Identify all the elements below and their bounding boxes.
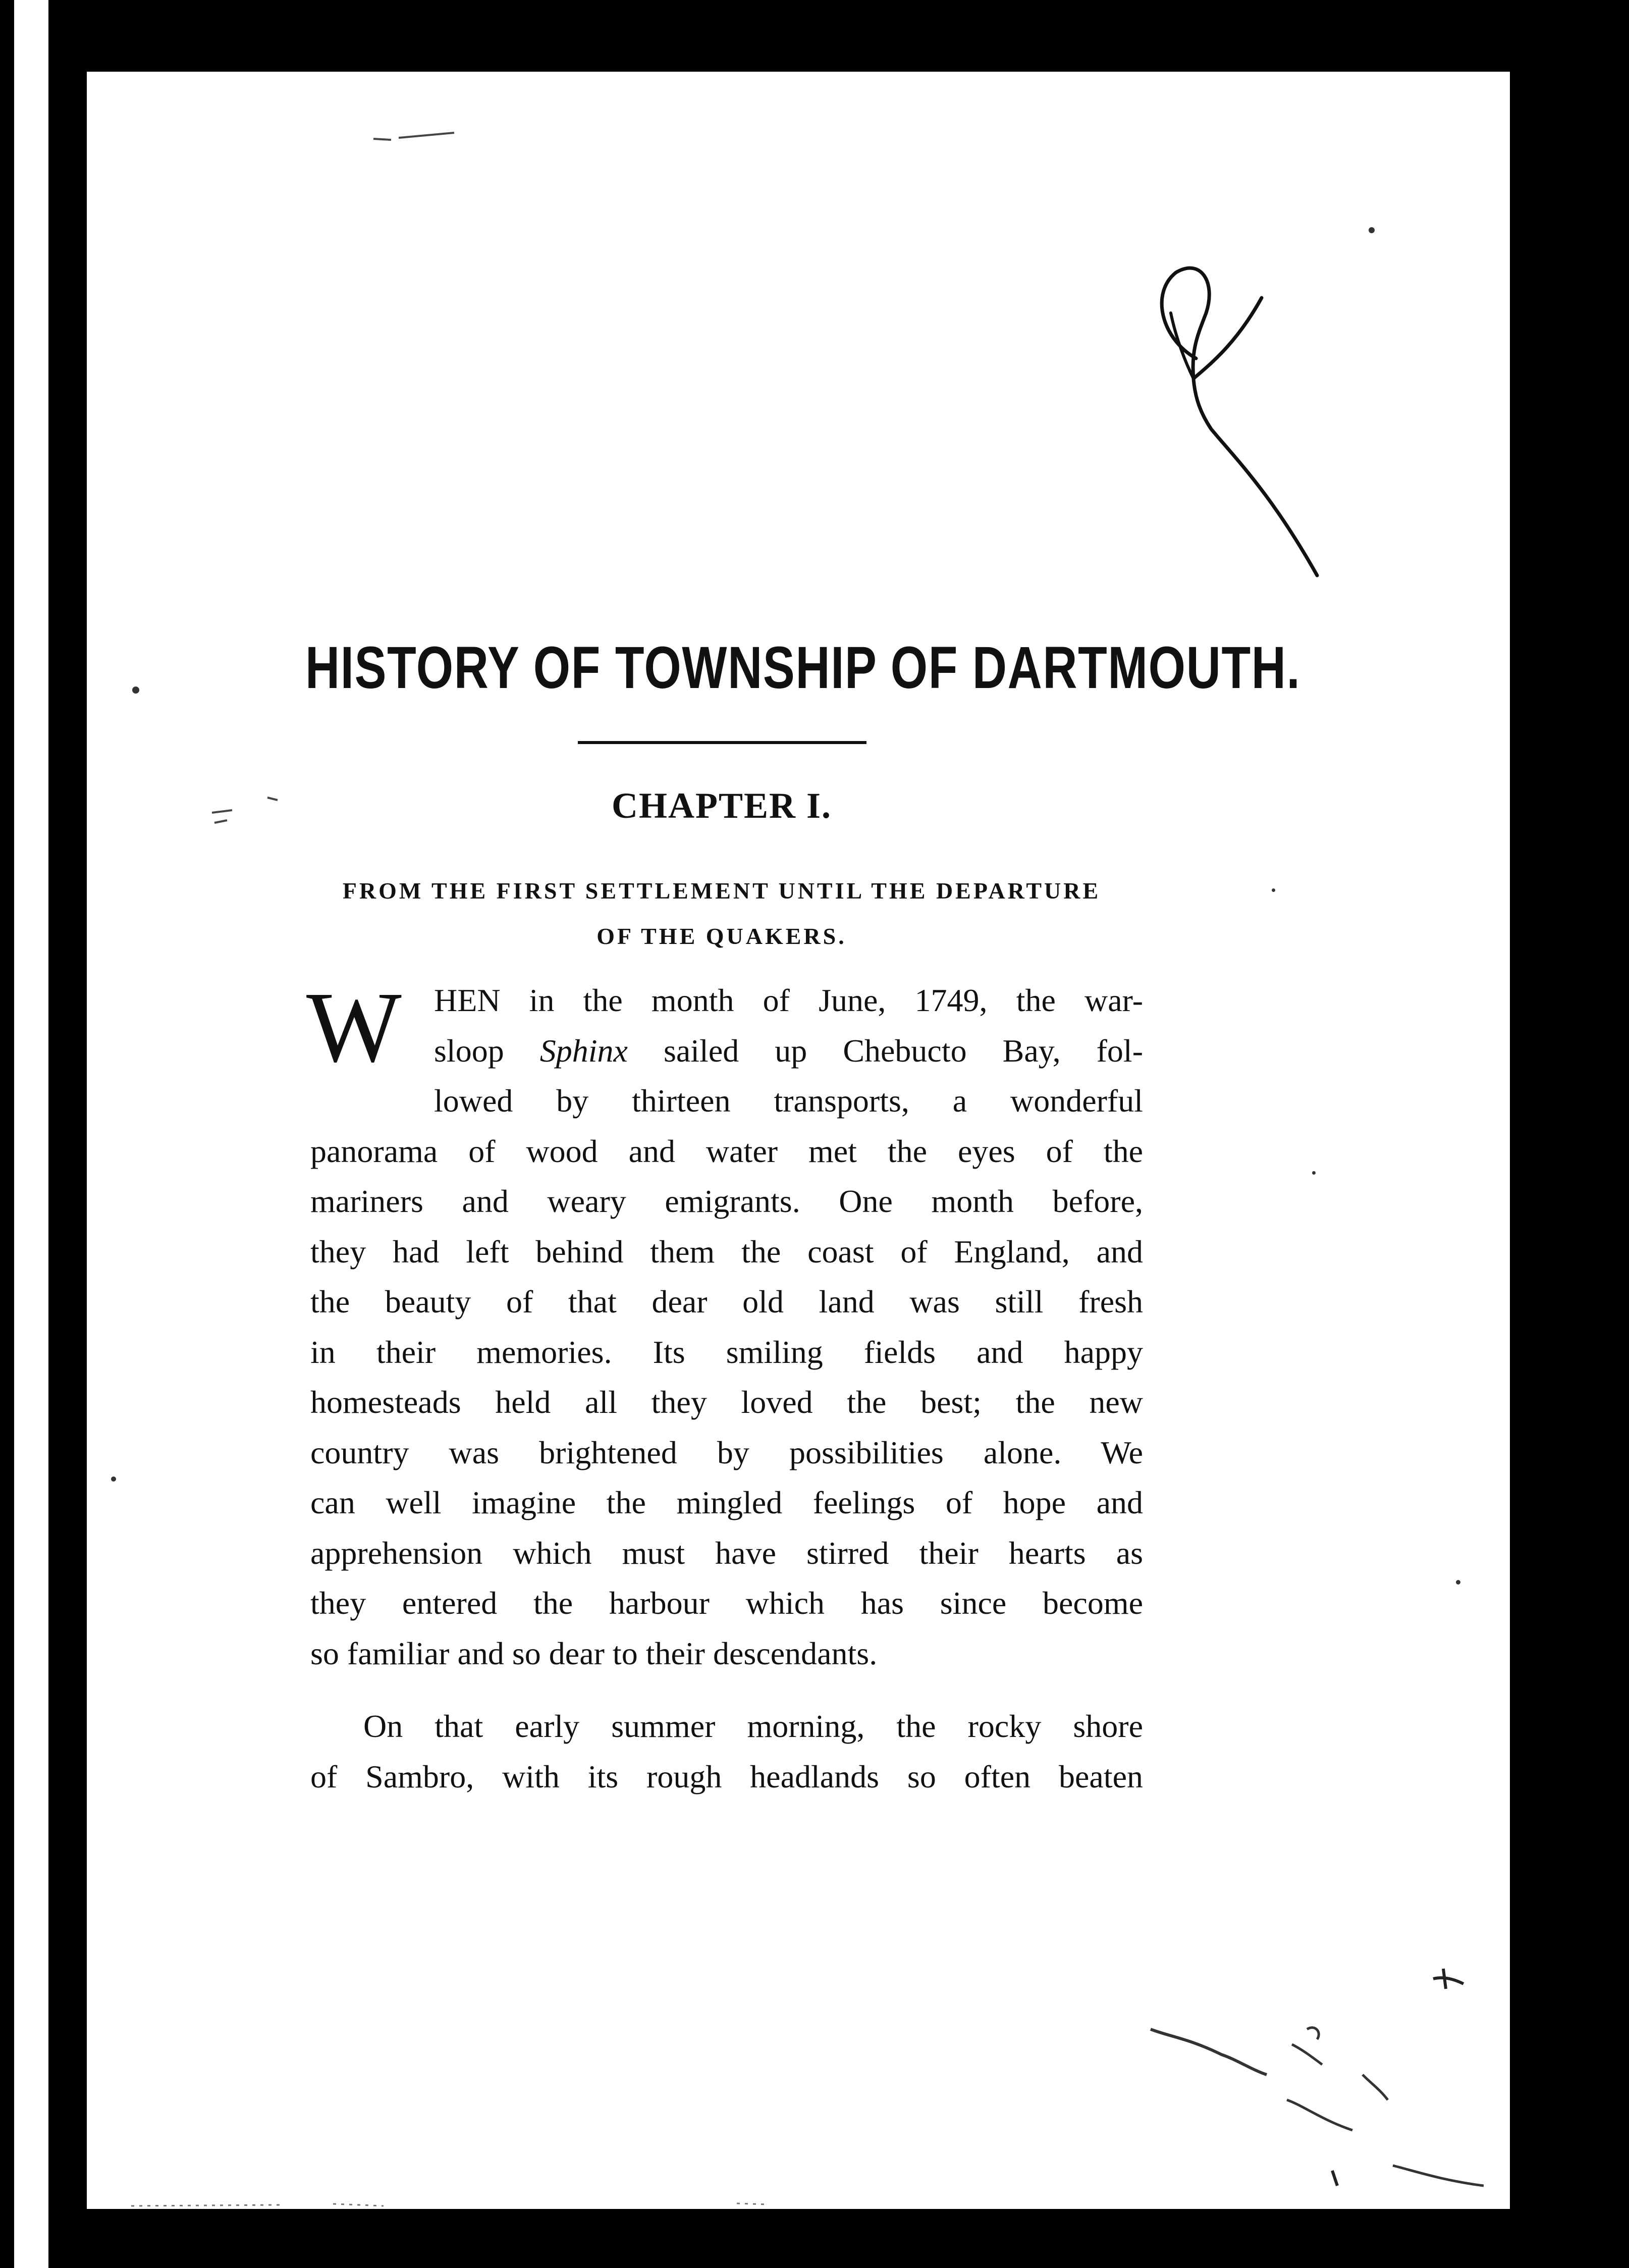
speck — [1369, 227, 1375, 233]
speck — [1312, 1171, 1316, 1175]
paragraph-1 — [306, 972, 1144, 1678]
book-title: HISTORY OF TOWNSHIP OF DARTMOUTH. — [305, 635, 1301, 701]
paragraph-2 — [310, 1701, 1143, 1802]
speck — [111, 1476, 116, 1482]
text-line: mariners and weary emigrants. One month before, — [310, 1183, 1143, 1219]
speck — [1456, 1580, 1460, 1585]
text-line: can well imagine the mingled feelings of hope and — [310, 1485, 1143, 1520]
text-line: apprehension which must have stirred their hearts as — [310, 1535, 1143, 1571]
scan-left-border — [0, 0, 76, 2268]
drop-cap: W — [306, 972, 402, 1083]
speck — [1272, 888, 1275, 892]
ship-name: Sphinx — [539, 1032, 628, 1069]
text-line: they had left behind them the coast of England, and — [310, 1233, 1143, 1270]
text-line: lowed by thirteen transports, a wonderful — [434, 1083, 1143, 1119]
text-line: HEN in the month of June, 1749, the war- — [434, 982, 1143, 1018]
scan-right-border — [1510, 0, 1629, 2268]
text-line: they entered the harbour which has since become — [310, 1585, 1143, 1621]
text-segment: sailed up Chebucto Bay, fol- — [627, 1032, 1144, 1069]
speck — [132, 687, 139, 694]
text-line: in their memories. Its smiling fields and happy — [310, 1334, 1143, 1370]
text-line: On that early summer morning, the rocky shore — [363, 1708, 1143, 1744]
text-line: of Sambro, with its rough headlands so often beaten — [310, 1758, 1143, 1795]
text-line: country was brightened by possibilities alone. We — [310, 1434, 1143, 1470]
chapter-subtitle — [303, 868, 1141, 959]
subtitle-line: FROM THE FIRST SETTLEMENT UNTIL THE DEPARTURE — [342, 878, 1101, 904]
text-line: so familiar and so dear to their descendants. — [310, 1635, 878, 1671]
text-line: the beauty of that dear old land was still fresh — [310, 1284, 1143, 1320]
text-line — [310, 1026, 1143, 1076]
scan-left-edge-band — [14, 0, 48, 2268]
subtitle-line: OF THE QUAKERS. — [596, 923, 847, 949]
title-rule — [578, 741, 866, 744]
text-segment: sloop — [434, 1032, 540, 1069]
text-line: homesteads held all they loved the best; the new — [310, 1384, 1143, 1420]
chapter-heading: CHAPTER I. — [611, 785, 832, 826]
text-line: panorama of wood and water met the eyes of the — [310, 1133, 1143, 1169]
